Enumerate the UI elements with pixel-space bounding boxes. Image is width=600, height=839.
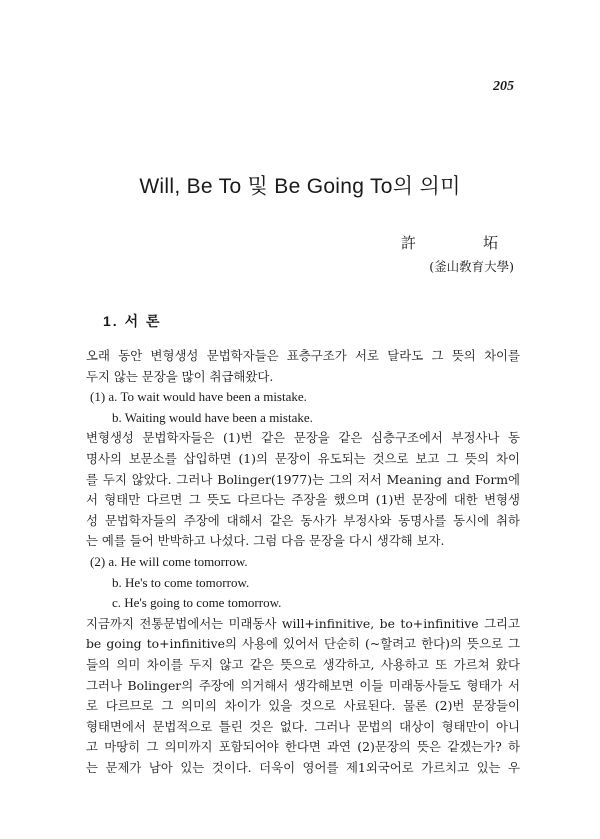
paragraph-line: 는 문제가 남아 있는 것이다. 더욱이 영어를 제1외국어로 가르치고 있는 우 xyxy=(86,759,520,775)
paragraph-line: 들의 의미 차이를 두지 않고 같은 뜻으로 생각하고, 사용하고 또 가르쳐 왔다 xyxy=(86,656,520,672)
paragraph-line: 그러나 Bolinger의 주장에 의거해서 생각해보면 이들 미래동사들도 형태가 서 xyxy=(86,677,520,693)
example-2a: (2) a. He will come tomorrow. xyxy=(90,553,248,569)
paragraph-line: 성 문법학자들의 주장에 대해서 같은 동사가 부정사와 동명사를 동시에 취하 xyxy=(86,512,520,528)
paragraph-line: 형태면에서 문법적으로 틀린 것은 없다. 그러나 문법의 대상이 형태만이 아니 xyxy=(86,718,520,734)
paper-title: Will, Be To 및 Be Going To의 의미 xyxy=(139,175,461,198)
section-title: 서 론 xyxy=(124,313,162,329)
paragraph-line: 고 마땅히 그 의미까지 포함되어야 한다면 과연 (2)문장의 뜻은 같겠는가? 하 xyxy=(86,739,520,755)
example-2c: c. He's going to come tomorrow. xyxy=(112,595,282,611)
section-heading xyxy=(103,311,162,331)
paragraph-line: 로 다르므로 그 의미의 차이가 있을 것으로 사료된다. 물론 (2)번 문장들이 xyxy=(86,698,520,714)
paragraph-line: 를 두지 않았다. 그러나 Bolinger(1977)는 그의 저서 Meaning and Form에 xyxy=(86,471,520,487)
paragraph-line: 는 예를 들어 반박하고 나섰다. 그럼 다음 문장을 다시 생각해 보자. xyxy=(86,533,445,549)
paragraph-line: 서 형태만 다르면 그 뜻도 다르다는 주장을 했으며 (1)번 문장에 대한 변형생 xyxy=(86,492,520,508)
author-name-char-2: 坧 xyxy=(483,234,500,252)
example-1b: b. Waiting would have been a mistake. xyxy=(112,409,313,425)
author-name-char-1: 許 xyxy=(401,234,418,252)
paragraph-line: 변형생성 문법학자들은 (1)번 같은 문장을 같은 심층구조에서 부정사나 동 xyxy=(86,430,520,446)
page-number: 205 xyxy=(493,79,514,94)
paragraph-line: 지금까지 전통문법에서는 미래동사 will+infinitive, be to+infinitive 그리고 xyxy=(86,615,520,631)
body-text xyxy=(86,346,520,778)
section-number: 1. xyxy=(103,313,119,329)
paragraph-line: 오래 동안 변형생성 문법학자들은 표층구조가 서로 달라도 그 뜻의 차이를 xyxy=(86,348,520,363)
paragraph-line: be going to+infinitive의 사용에 있어서 단순히 (~할려고 한다)의 뜻으로 그 xyxy=(86,636,520,652)
example-1a: (1) a. To wait would have been a mistake. xyxy=(90,389,307,405)
paragraph-line: 두지 않는 문장을 많이 취급해왔다. xyxy=(86,368,274,384)
author-affiliation: (釜山敎育大學) xyxy=(429,259,514,274)
author-name xyxy=(401,232,499,253)
paragraph-line: 명사의 보문소를 삽입하면 (1)의 문장이 유도되는 것으로 보고 그 뜻의 차이 xyxy=(86,450,520,466)
example-2b: b. He's to come tomorrow. xyxy=(112,574,250,590)
